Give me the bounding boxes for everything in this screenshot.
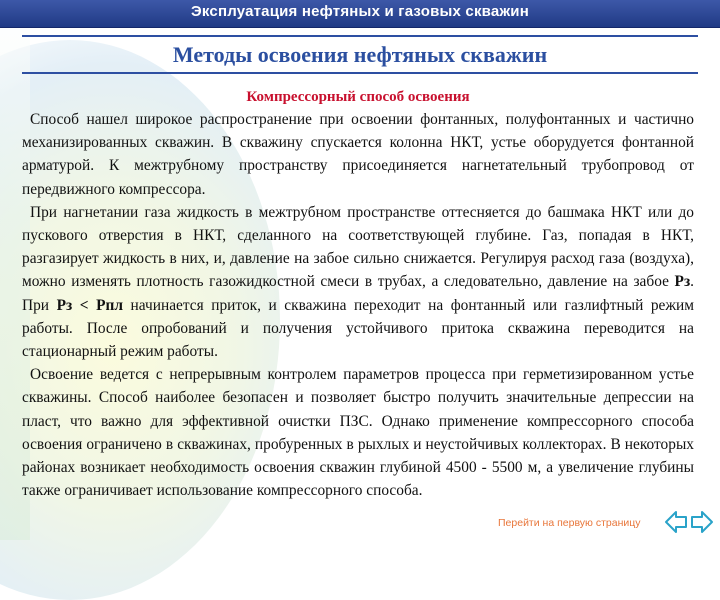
title-divider-top [22, 35, 698, 37]
paragraph-2-text-b: . При [22, 273, 694, 314]
title-divider-bottom [22, 72, 698, 74]
paragraph-1 [22, 108, 694, 201]
page-title: Методы освоения нефтяных скважин [172, 42, 548, 67]
paragraph-3-text: Освоение ведется с непрерывным контролем параметров процесса при герметизированном устье скважины. Способ наиболее безопасен и позволяет быстро получить значительные депрессии на пласт, что важно для эффективной очистки ПЗС. Однако применение компрессорного способа освоения ограничено в скважинах, пробуренных в рыхлых и неустойчивых коллекторах. В некоторых районах возникает необходимость освоения скважин глубиной 4500 - 5500 м, а увеличение глубины также ограничивает использование компрессорного способа. [22, 366, 694, 500]
section-subtitle: Компрессорный способ освоения [246, 89, 470, 105]
nav-arrows [664, 509, 714, 535]
arrow-right-icon[interactable] [692, 512, 712, 532]
pressure-bottomhole: Рз [674, 273, 691, 291]
paragraph-2-text-c: начинается приток, и скважина переходит на фонтанный или газлифтный режим работы. После опробований и получения устойчивого притока скважина переводится на стационарный режим работы. [22, 296, 694, 361]
pressure-condition: Рз < Рпл [56, 296, 123, 314]
first-page-link[interactable]: Перейти на первую страницу [498, 517, 641, 529]
paragraph-1-text: Способ нашел широкое распространение при освоении фонтанных, полуфонтанных и частично механизированных скважин. В скважину спускается колонна НКТ, устье оборудуется фонтанной арматурой. К межтрубному пространству присоединяется нагнетательный трубопровод от передвижного компрессора. [22, 111, 694, 198]
slide-content [22, 86, 694, 502]
paragraph-3 [22, 363, 694, 502]
paragraph-2 [22, 201, 694, 363]
header-title: Эксплуатация нефтяных и газовых скважин [191, 3, 529, 20]
header-bar [0, 0, 720, 28]
paragraph-2-text-a: При нагнетании газа жидкость в межтрубном пространстве оттесняется до башмака НКТ или до пускового отверстия в НКТ, сделанного на соответствующей глубине. Газ, попадая в НКТ, разгазирует жидкость в них, и, давление на забое сильно снижается. Регулируя расход газа (воздуха), можно изменять плотность газожидкостной смеси в трубах, а следовательно, давление на забое [22, 203, 694, 291]
arrow-left-icon[interactable] [666, 512, 686, 532]
